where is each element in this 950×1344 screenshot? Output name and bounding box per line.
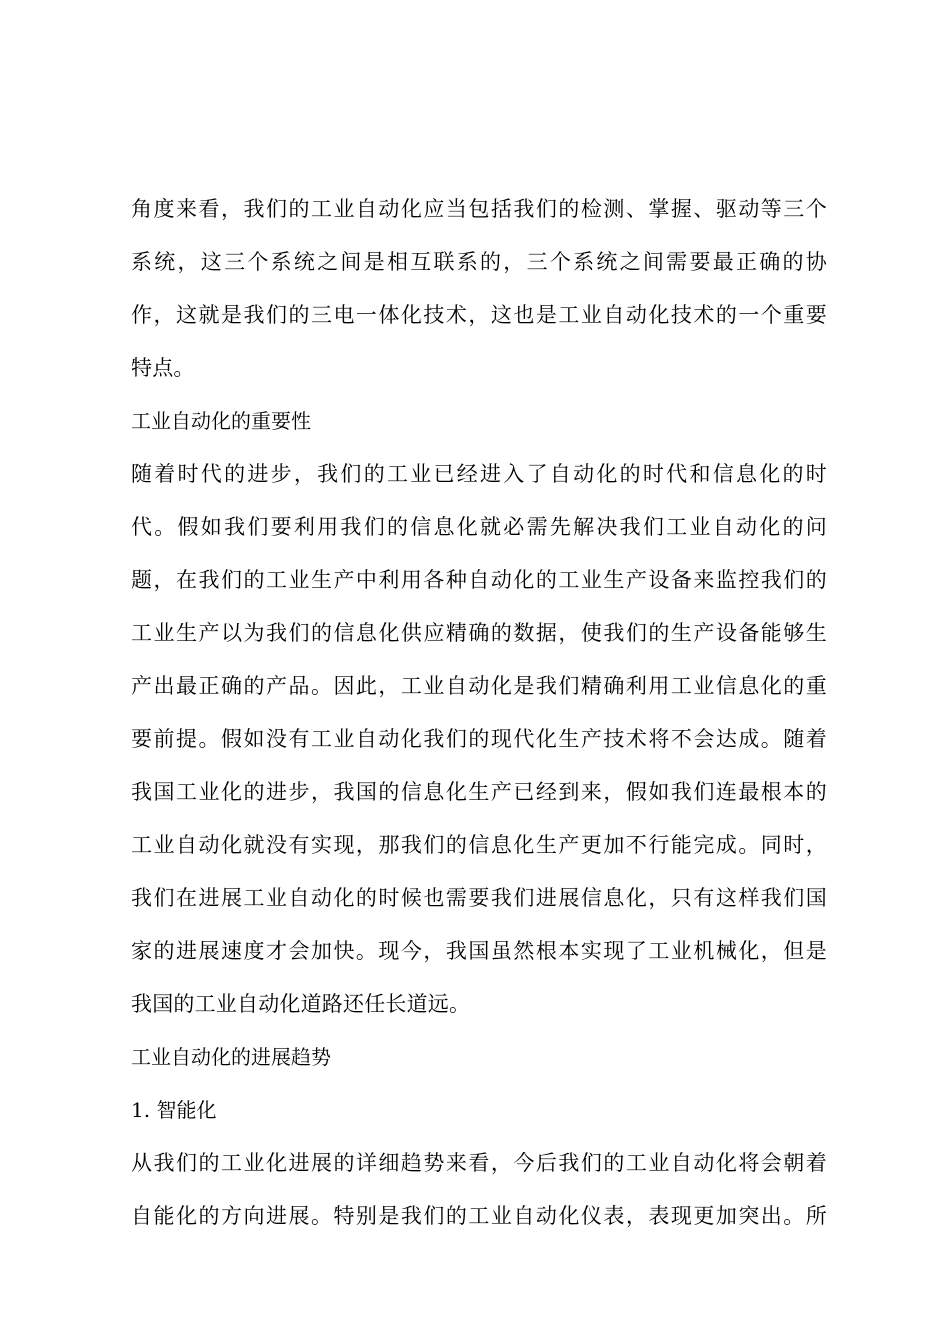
- text-line: 代。假如我们要利用我们的信息化就必需先解决我们工业自动化的问: [131, 515, 827, 539]
- text-line: 特点。: [131, 356, 195, 380]
- text-line: 工业自动化就没有实现，那我们的信息化生产更加不行能完成。同时，: [131, 833, 827, 857]
- section-heading-importance: 工业自动化的重要性: [131, 409, 311, 433]
- subsection-heading-intelligence: 1. 智能化: [131, 1098, 217, 1122]
- section-heading-trends: 工业自动化的进展趋势: [131, 1045, 331, 1069]
- text-line: 我们在进展工业自动化的时候也需要我们进展信息化，只有这样我们国: [131, 886, 827, 910]
- text-line: 我国工业化的进步，我国的信息化生产已经到来，假如我们连最根本的: [131, 780, 827, 804]
- text-line: 从我们的工业化进展的详细趋势来看，今后我们的工业自动化将会朝着: [131, 1151, 827, 1175]
- paragraph-importance: [131, 448, 827, 1031]
- text-line: 题，在我们的工业生产中利用各种自动化的工业生产设备来监控我们的: [131, 568, 827, 592]
- text-line: 工业生产以为我们的信息化供应精确的数据，使我们的生产设备能够生: [131, 621, 827, 645]
- text-line: 我国的工业自动化道路还任长道远。: [131, 992, 471, 1016]
- text-line: 家的进展速度才会加快。现今，我国虽然根本实现了工业机械化，但是: [131, 939, 827, 963]
- paragraph-intro: [131, 183, 827, 395]
- text-line: 作，这就是我们的三电一体化技术，这也是工业自动化技术的一个重要: [131, 303, 827, 327]
- text-line: 系统，这三个系统之间是相互联系的，三个系统之间需要最正确的协: [131, 250, 827, 274]
- text-line: 产出最正确的产品。因此，工业自动化是我们精确利用工业信息化的重: [131, 674, 827, 698]
- text-line: 自能化的方向进展。特别是我们的工业自动化仪表，表现更加突出。所: [131, 1204, 827, 1228]
- document-body: [131, 183, 827, 1243]
- text-line: 随着时代的进步，我们的工业已经进入了自动化的时代和信息化的时: [131, 462, 827, 486]
- text-line: 要前提。假如没有工业自动化我们的现代化生产技术将不会达成。随着: [131, 727, 827, 751]
- text-line: 角度来看，我们的工业自动化应当包括我们的检测、掌握、驱动等三个: [131, 197, 827, 221]
- paragraph-intelligence: [131, 1137, 827, 1243]
